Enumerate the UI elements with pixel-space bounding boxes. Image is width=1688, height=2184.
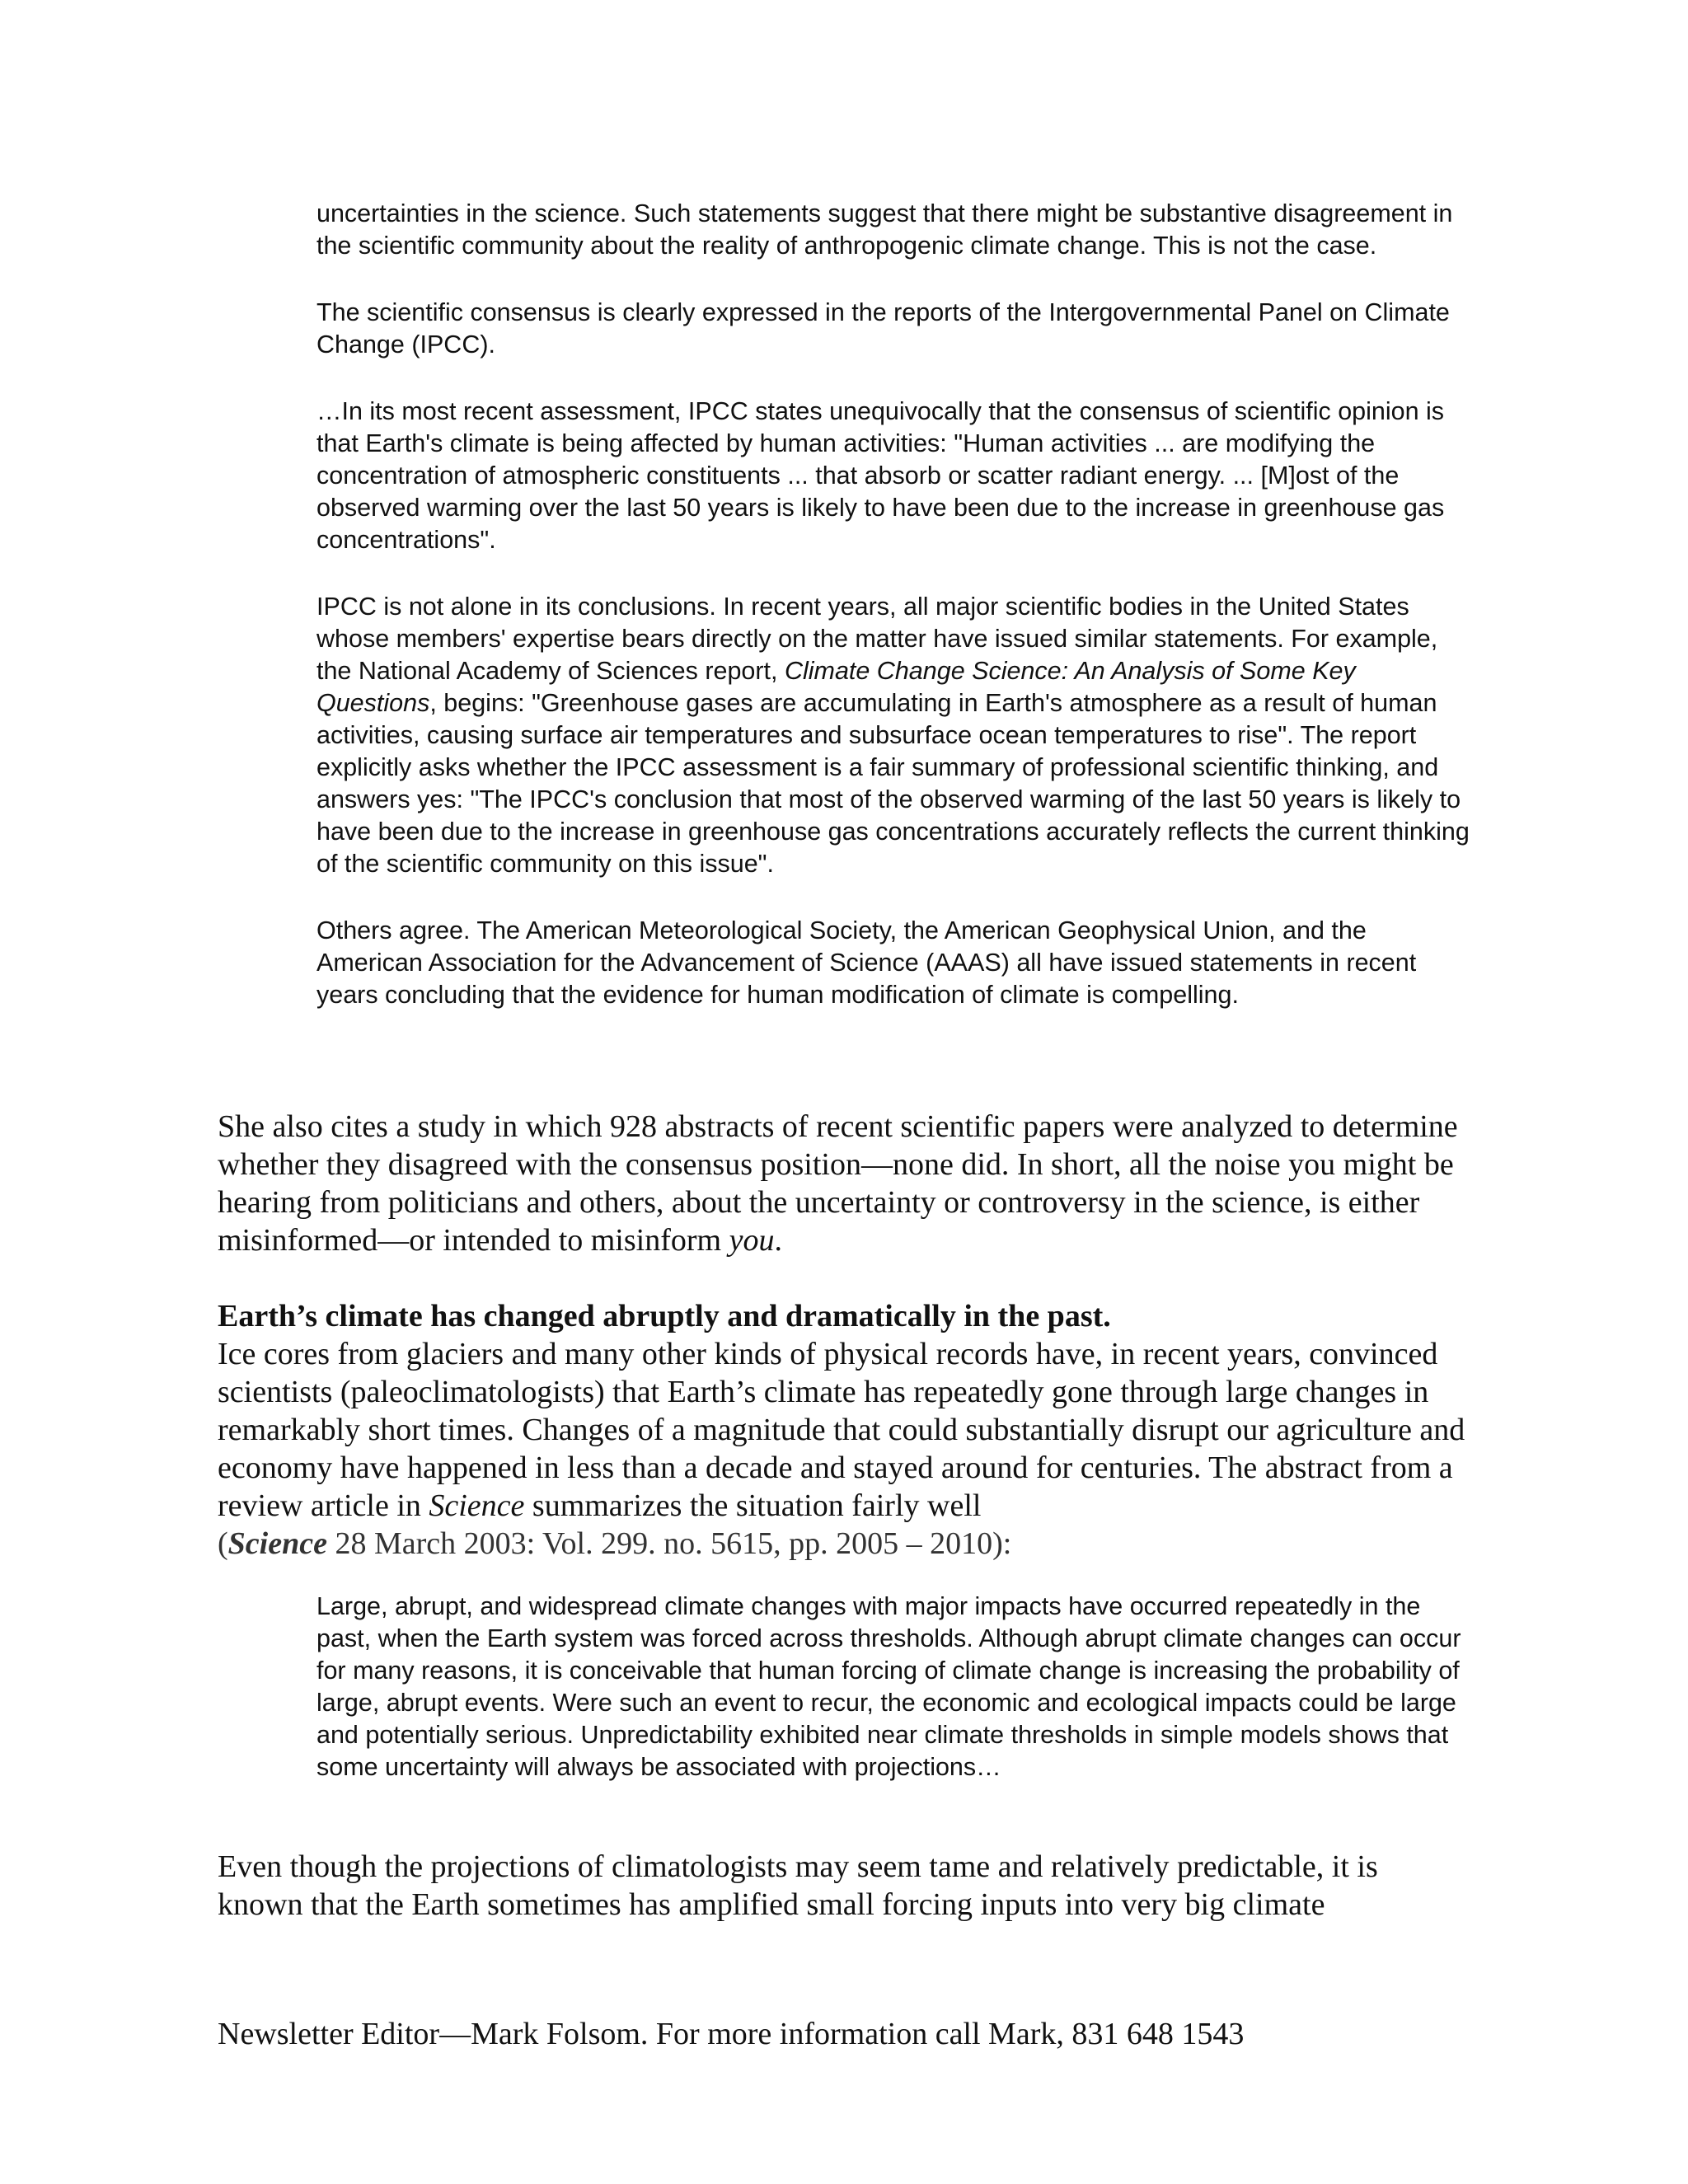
quote-paragraph: uncertainties in the science. Such statements suggest that there might be substantive disagreement in the scientific community about the reality of anthropogenic climate change. This is not the case. (316, 199, 1453, 260)
quote-paragraph: …In its most recent assessment, IPCC states unequivocally that the consensus of scientific opinion is that Earth's climate is being affected by human activities: "Human activities ... are modifying the concentration of atmospheric constituents ... that absorb or scatter radiant energy. ... [M]ost of the observed warming over the last 50 years is likely to have been due to the increase in greenhouse gas concentrations". (316, 397, 1445, 554)
newsletter-footer: Newsletter Editor—Mark Folsom. For more information call Mark, 831 648 1543 (218, 2017, 1245, 2051)
paragraph-text: summarizes the situation fairly well (524, 1488, 982, 1523)
citation-open: ( (218, 1526, 228, 1561)
body-paragraph-study (218, 1108, 1470, 1259)
block-quote-science-abstract (316, 1591, 1470, 1783)
quote-paragraph: The scientific consensus is clearly expressed in the reports of the Intergovernmental Panel on Climate Change (IPCC). (316, 298, 1450, 359)
quote-text: , begins: "Greenhouse gases are accumulating in Earth's atmosphere as a result of human activities, causing surface air temperatures and subsurface ocean temperatures to rise". The report explicitly asks whether the IPCC assessment is a fair summary of professional scientific thinking, and answers yes: "The IPCC's conclusion that most of the observed warming of the last 50 years is likely to have been due to the increase in greenhouse gas concentrations accurately reflects the current thinking of the scientific community on this issue". (316, 689, 1470, 878)
paragraph-text: Ice cores from glaciers and many other kinds of physical records have, in recent years, convinced scientists (paleoclimatologists) that Earth’s climate has repeatedly gone through large changes in remarkably short times. Changes of a magnitude that could substantially disrupt our agriculture and economy have happened in less than a decade and stayed around for centuries. The abstract from a review article in (218, 1337, 1465, 1523)
report-title: Climate Change Science: An Analysis of Some Key Questions (316, 657, 1356, 717)
quote-paragraph: Others agree. The American Meteorological Society, the American Geophysical Union, and the American Association for the Advancement of Science (AAAS) all have issued statements in recent years concluding that the evidence for human modification of climate is compelling. (316, 916, 1417, 1009)
citation-journal: Science (227, 1526, 327, 1561)
quote-text: IPCC is not alone in its conclusions. In recent years, all major scientific bodies in the United States whose members' expertise bears directly on the matter have issued similar statements. For example, the National Academy of Sciences report, (316, 593, 1438, 685)
journal-name: Science (429, 1488, 525, 1523)
paragraph-text: She also cites a study in which 928 abstracts of recent scientific papers were analyzed to determine whether they disagreed with the consensus position—none did. In short, all the noise you might be hearing from politicians and others, about the uncertainty or controversy in the science, is either misinformed—or intended to misinform (218, 1109, 1458, 1258)
paragraph (218, 1108, 1470, 1259)
section-heading: Earth’s climate has changed abruptly and dramatically in the past. (218, 1299, 1111, 1333)
body-paragraph-projections (218, 1848, 1470, 1924)
quote-paragraph: Large, abrupt, and widespread climate changes with major impacts have occurred repeatedly in the past, when the Earth system was forced across thresholds. Although abrupt climate changes can occur for many reasons, it is conceivable that human forcing of climate change is increasing the probability of large, abrupt events. Were such an event to recur, the economic and ecological impacts could be large and potentially serious. Unpredictability exhibited near climate thresholds in simple models shows that some uncertainty will always be associated with projections… (316, 1592, 1461, 1781)
emphasis-text: you (729, 1223, 775, 1258)
paragraph: Even though the projections of climatologists may seem tame and relatively predictable, it is known that the Earth sometimes has amplified small forcing inputs into very big climate (218, 1849, 1378, 1922)
citation-details: 28 March 2003: Vol. 299. no. 5615, pp. 2005 – 2010): (326, 1526, 1012, 1561)
block-quote-ipcc-consensus (316, 198, 1470, 1011)
paragraph-end: . (774, 1223, 782, 1258)
section-abrupt-climate-change (218, 1297, 1470, 1563)
paragraph (218, 1335, 1470, 1563)
quote-paragraph (316, 591, 1470, 880)
